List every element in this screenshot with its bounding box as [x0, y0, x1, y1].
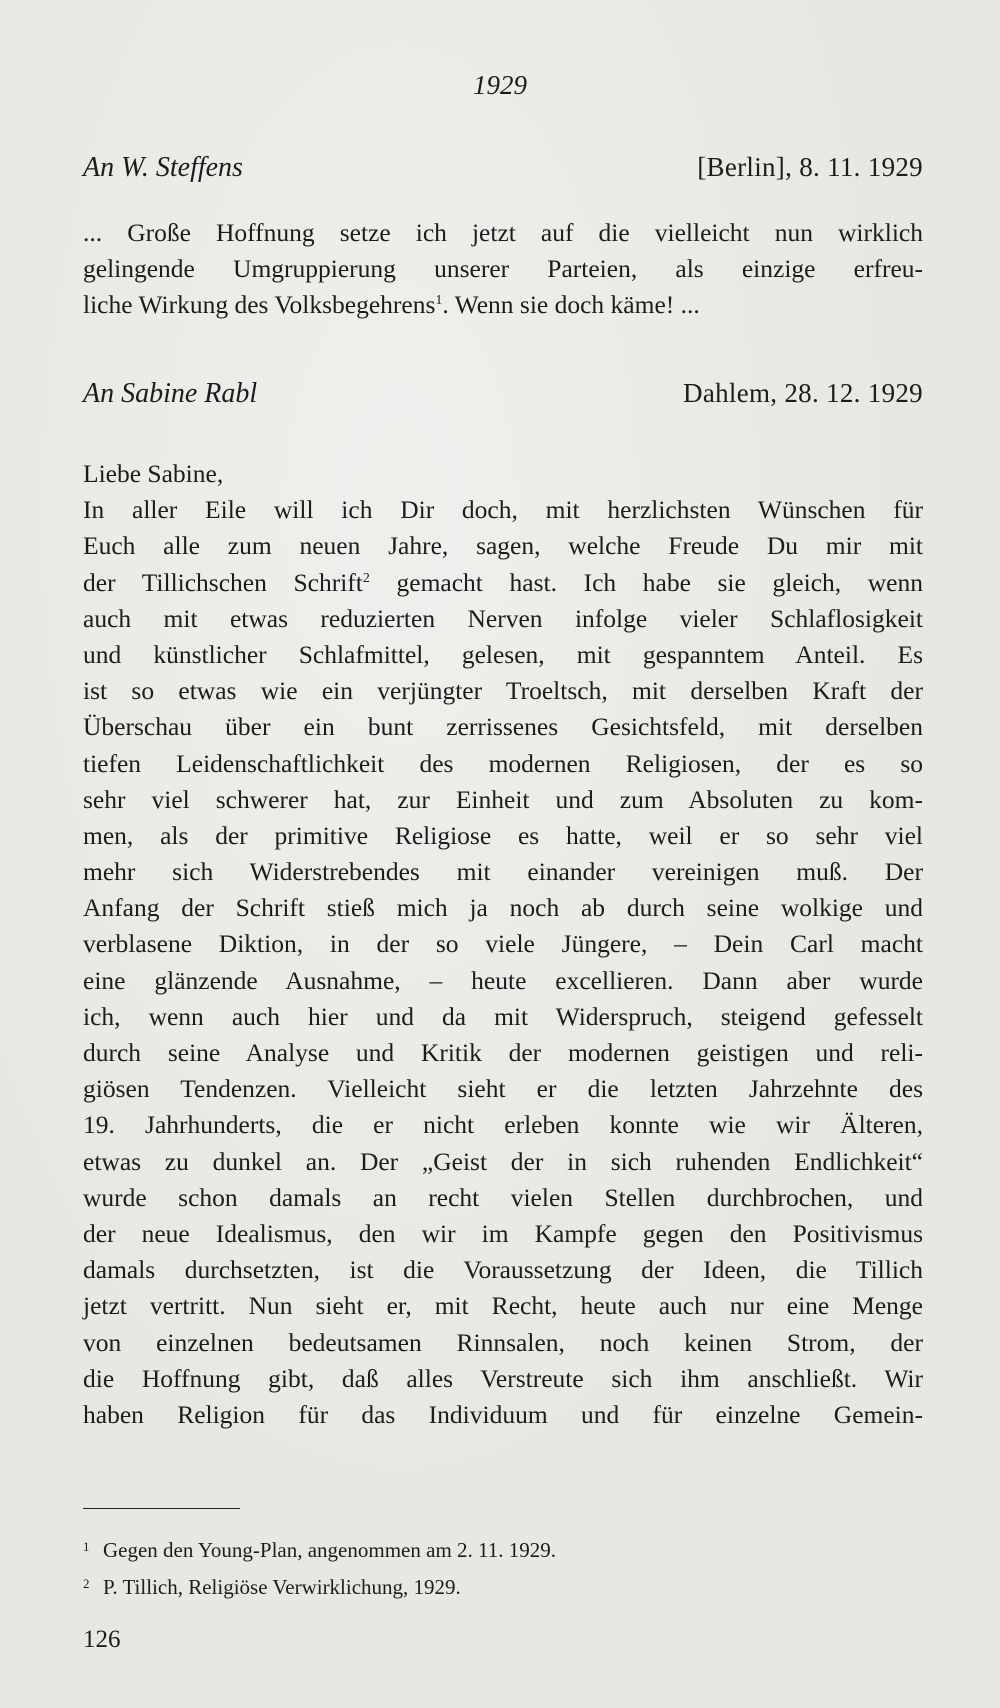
place-date: [Berlin], 8. 11. 1929: [697, 152, 923, 182]
text-line: sehr viel schwerer hat, zur Einheit und zum Absoluten zu kom-: [83, 784, 923, 814]
text-line: Euch alle zum neuen Jahre, sagen, welche Freude Du mir mit: [83, 531, 923, 561]
place-date: Dahlem, 28. 12. 1929: [683, 378, 923, 408]
salutation: Liebe Sabine,: [83, 459, 224, 488]
text-line: Überschau über ein bunt zerrissenes Gesichtsfeld, mit derselben: [83, 712, 923, 742]
footnote-mark: 1: [435, 293, 443, 309]
text-line: auch mit etwas reduzierten Nerven infolge vieler Schlaflosigkeit: [83, 603, 923, 633]
text-line: giösen Tendenzen. Vielleicht sieht er die letzten Jahrzehnte des: [83, 1074, 923, 1104]
text-line: 19. Jahrhunderts, die er nicht erleben konnte wie wir Älteren,: [83, 1110, 923, 1140]
text-line: ich, wenn auch hier und da mit Widerspruch, steigend gefesselt: [83, 1001, 923, 1031]
footnote-rule: [83, 1508, 240, 1509]
letter-heading-rabl: [83, 378, 923, 418]
text-line: wurde schon damals an recht vielen Stellen durchbrochen, und: [83, 1182, 923, 1212]
footnote-text: Gegen den Young-Plan, angenommen am 2. 11. 1929.: [103, 1538, 556, 1562]
footnote: [83, 1567, 923, 1604]
text-line: ... Große Hoffnung setze ich jetzt auf die vielleicht nun wirklich: [83, 218, 923, 247]
text-line: eine glänzende Ausnahme, – heute excellieren. Dann aber wurde: [83, 965, 923, 995]
letter-body-rabl: [83, 456, 923, 1433]
text-line: men, als der primitive Religiose es hatte, weil er so sehr viel: [83, 820, 923, 850]
footnote-number: 1: [83, 1539, 90, 1554]
letter-heading-steffens: [83, 152, 923, 192]
text-line: verblasene Diktion, in der so viele Jüngere, – Dein Carl macht: [83, 929, 923, 959]
text-line: Anfang der Schrift stieß mich ja noch ab durch seine wolkige und: [83, 893, 923, 923]
text-line: jetzt vertritt. Nun sieht er, mit Recht, heute auch nur eine Menge: [83, 1291, 923, 1321]
footnote: [83, 1530, 923, 1567]
text-line: die Hoffnung gibt, daß alles Verstreute sich ihm anschließt. Wir: [83, 1363, 923, 1393]
text-line: etwas zu dunkel an. Der „Geist der in sich ruhenden Endlichkeit“: [83, 1146, 923, 1176]
footnote-mark: 2: [362, 570, 370, 586]
text-line: haben Religion für das Individuum und für einzelne Gemein-: [83, 1399, 923, 1429]
running-head: 1929: [473, 70, 527, 100]
text-line: In aller Eile will ich Dir doch, mit herzlichsten Wünschen für: [83, 495, 923, 525]
recipient: An W. Steffens: [83, 152, 243, 183]
text-line: mehr sich Widerstrebendes mit einander vereinigen muß. Der: [83, 857, 923, 887]
footnote-number: 2: [83, 1576, 90, 1591]
text-line: durch seine Analyse und Kritik der modernen geistigen und reli-: [83, 1038, 923, 1067]
page-number: 126: [83, 1626, 121, 1653]
text-line: damals durchsetzten, ist die Voraussetzung der Ideen, die Tillich: [83, 1255, 923, 1285]
footnotes: [83, 1530, 923, 1604]
recipient: An Sabine Rabl: [83, 378, 258, 409]
text-line: tiefen Leidenschaftlichkeit des modernen Religiosen, der es so: [83, 748, 923, 778]
text-line: der neue Idealismus, den wir im Kampfe gegen den Positivismus: [83, 1218, 923, 1248]
footnote-text: P. Tillich, Religiöse Verwirklichung, 1929.: [103, 1575, 461, 1599]
text-line: liche Wirkung des Volksbegehrens$^1$. Wenn sie doch käme! ...: [83, 290, 700, 320]
text-line: der Tillichschen Schrift$^2$ gemacht hast. Ich habe sie gleich, wenn: [83, 567, 923, 597]
text-line: gelingende Umgruppierung unserer Parteien, als einzige erfreu-: [83, 254, 923, 284]
text-line: und künstlicher Schlafmittel, gelesen, mit gespanntem Anteil. Es: [83, 639, 923, 669]
text-line: ist so etwas wie ein verjüngter Troeltsch, mit derselben Kraft der: [83, 676, 923, 706]
text-line: von einzelnen bedeutsamen Rinnsalen, noch keinen Strom, der: [83, 1327, 923, 1357]
letter-body-steffens: [83, 215, 923, 324]
